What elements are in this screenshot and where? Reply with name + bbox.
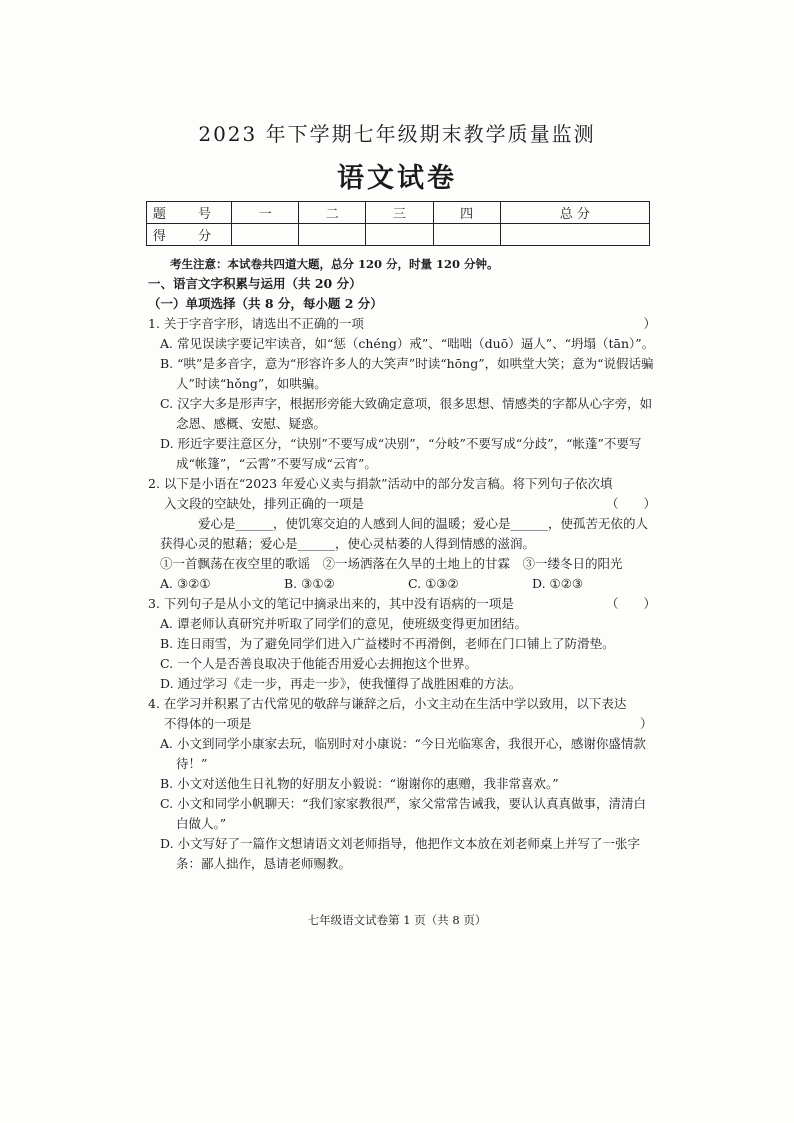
score-table — [146, 201, 650, 246]
score-cell: 四 — [433, 202, 500, 224]
question-passage: 爱心是______，使饥寒交迫的人感到人间的温暖；爱心是______，使孤苦无依的人获得心灵的慰藉；爱心是______，使心灵枯萎的人得到情感的滋润。 — [160, 516, 649, 551]
question-1 — [148, 314, 656, 474]
question-stem: 2. 以下是小语在“2023 年爱心义卖与捐款”活动中的部分发言稿。将下列句子依次填入文段的空缺处，排列正确的一项是 （ ） — [148, 474, 656, 514]
choice: A. ③②① — [160, 576, 211, 591]
exam-notice: 考生注意：本试卷共四道大题，总分 120 分，时量 120 分钟。 — [170, 257, 499, 271]
option: A. 谭老师认真研究并听取了同学们的意见，使班级变得更加团结。 — [160, 616, 527, 631]
score-table-header-row — [147, 202, 650, 224]
question-items: ①一首飘荡在夜空里的歌谣 ②一场洒落在久旱的土地上的甘霖 ③一缕冬日的阳光 — [160, 556, 623, 571]
question-stem: 1. 关于字音字形，请选出不正确的一项 ） — [148, 314, 656, 334]
score-cell: 三 — [366, 202, 433, 224]
score-cell: 得 分 — [147, 224, 232, 246]
score-cell — [299, 224, 366, 246]
score-cell — [366, 224, 433, 246]
score-cell: 题 号 — [147, 202, 232, 224]
option: C. 一个人是否善良取决于他能否用爱心去拥抱这个世界。 — [160, 656, 478, 671]
option: C. 汉字大多是形声字，根据形旁能大致确定意项，很多思想、情感类的字都从心字旁，如念恩、感概、安慰、疑惑。 — [160, 396, 653, 431]
question-stem: 3. 下列句子是从小文的笔记中摘录出来的，其中没有语病的一项是 （ ） — [148, 594, 656, 614]
question-3 — [148, 594, 656, 694]
score-cell — [433, 224, 500, 246]
score-cell: 一 — [232, 202, 299, 224]
option: A. 常见误读字要记牢读音，如“惩（chéng）戒”、“咄咄（duō）逼人”、“坍塌（tān）”。 — [160, 336, 655, 351]
subsection-heading: （一）单项选择（共 8 分，每小题 2 分） — [148, 296, 383, 311]
question-2 — [148, 474, 656, 594]
score-cell — [500, 224, 649, 246]
option: C. 小文和同学小帆聊天：“我们家家教很严，家父常常告诫我，要认认真真做事，清清白白做人。” — [160, 796, 646, 831]
option: B. 连日雨雪，为了避免同学们进入广益楼时不再滑倒，老师在门口铺上了防滑垫。 — [160, 636, 615, 651]
option: A. 小文到同学小康家去玩，临别时对小康说：“今日光临寒舍，我很开心，感谢你盛情款待！” — [160, 736, 646, 771]
choice: B. ③①② — [284, 576, 335, 591]
choice-row — [148, 574, 656, 594]
score-cell: 总 分 — [500, 202, 649, 224]
question-4 — [148, 694, 656, 874]
option: D. 形近字要注意区分，“诀别”不要写成“决别”，“分岐”不要写成“分歧”，“帐蓬”不要写成“帐篷”，“云霄”不要写成“云宵”。 — [160, 436, 642, 471]
choice: D. ①②③ — [532, 576, 584, 591]
page-footer: 七年级语文试卷第 1 页（共 8 页） — [307, 913, 487, 927]
section-heading: 一、语言文字积累与运用（共 20 分） — [148, 276, 362, 291]
exam-title: 2023 年下学期七年级期末教学质量监测 — [198, 122, 596, 146]
choice: C. ①③② — [408, 576, 459, 591]
question-stem: 4. 在学习并积累了古代常见的敬辞与谦辞之后，小文主动在生活中学以致用，以下表达不得体的一项是 ） — [148, 696, 653, 731]
option: D. 通过学习《走一步，再走一步》，使我懂得了战胜困难的方法。 — [160, 676, 522, 691]
answer-paren: （ ） — [605, 496, 656, 511]
option: B. 小文对送他生日礼物的好朋友小毅说：“谢谢你的惠赠，我非常喜欢。” — [160, 776, 559, 791]
score-cell: 二 — [299, 202, 366, 224]
score-table-score-row — [147, 224, 650, 246]
exam-content — [148, 274, 656, 874]
option: B. “哄”是多音字，意为“形容许多人的大笑声”时读“hōng”，如哄堂大笑；意为“说假话骗人”时读“hǒng”，如哄骗。 — [160, 356, 654, 391]
exam-subtitle: 语文试卷 — [337, 163, 457, 194]
option: D. 小文写好了一篇作文想请语文刘老师指导，他把作文本放在刘老师桌上并写了一张字条：鄙人拙作，恳请老师赐教。 — [160, 836, 641, 871]
score-cell — [232, 224, 299, 246]
answer-paren: ） — [643, 316, 656, 331]
answer-paren: （ ） — [605, 596, 656, 611]
